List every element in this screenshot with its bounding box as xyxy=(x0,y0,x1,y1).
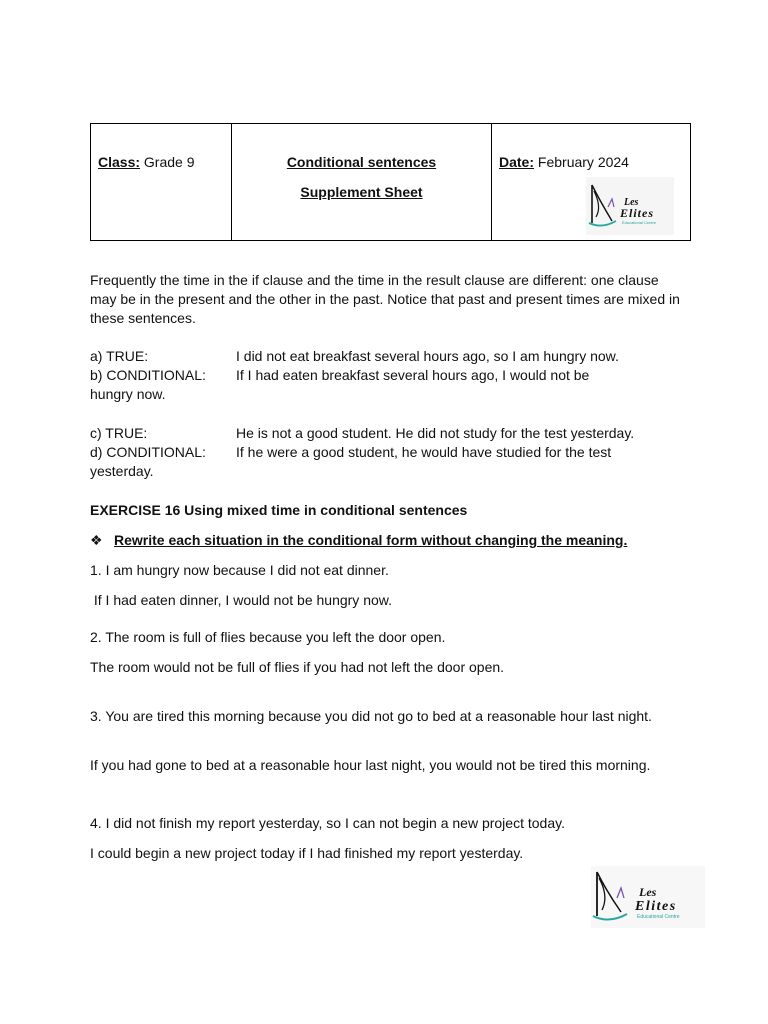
answer-1: If I had eaten dinner, I would not be hungry now. xyxy=(90,592,392,608)
example-continuation: yesterday. xyxy=(90,463,154,479)
example-continuation: hungry now. xyxy=(90,386,166,402)
example-text: He is not a good student. He did not study for the test yesterday. xyxy=(236,425,635,441)
example-text: If he were a good student, he would have studied for the test xyxy=(236,444,612,460)
question-3: 3. You are tired this morning because you did not go to bed at a reasonable hour last night. xyxy=(90,708,652,724)
example-label: a) TRUE: xyxy=(90,348,149,364)
example-row xyxy=(90,366,690,385)
svg-text:Educational Centre: Educational Centre xyxy=(622,220,657,225)
sailboat-logo-icon xyxy=(591,866,705,928)
sailboat-logo-icon xyxy=(586,177,674,235)
diamond-bullet-icon: ❖ xyxy=(90,532,103,548)
title-cell xyxy=(232,124,492,240)
les-elites-logo xyxy=(586,177,674,235)
example-label: b) CONDITIONAL: xyxy=(90,367,206,383)
exercise-instruction xyxy=(90,532,627,549)
exercise-title: EXERCISE 16 Using mixed time in conditional sentences xyxy=(90,502,468,518)
question-1: 1. I am hungry now because I did not eat dinner. xyxy=(90,562,389,578)
svg-text:Les: Les xyxy=(639,885,657,899)
question-4: 4. I did not finish my report yesterday, so I can not begin a new project today. xyxy=(90,815,565,831)
example-text: I did not eat breakfast several hours ago, so I am hungry now. xyxy=(236,348,619,364)
example-text: If I had eaten breakfast several hours ago, I would not be xyxy=(236,367,590,383)
svg-text:Les: Les xyxy=(624,197,639,208)
class-label: Class: xyxy=(98,154,141,170)
example-label: c) TRUE: xyxy=(90,425,148,441)
svg-text:Elites: Elites xyxy=(635,899,677,914)
intro-paragraph: Frequently the time in the if clause and the time in the result clause are different: one clause may be in the present and the other in the past. Notice that past and present times are mixed in these sentences. xyxy=(90,272,680,326)
date-label: Date: xyxy=(499,154,535,170)
class-value: Grade 9 xyxy=(143,154,195,170)
example-row xyxy=(90,424,690,443)
svg-text:Educational Centre: Educational Centre xyxy=(637,914,680,920)
example-label: d) CONDITIONAL: xyxy=(90,444,206,460)
example-row xyxy=(90,443,690,462)
les-elites-logo-footer xyxy=(591,866,705,928)
example-row xyxy=(90,347,690,366)
document-title: Conditional sentences xyxy=(286,154,437,170)
class-cell xyxy=(91,124,232,240)
answer-2: The room would not be full of flies if you had not left the door open. xyxy=(90,659,505,675)
instruction-text: Rewrite each situation in the conditional form without changing the meaning. xyxy=(114,532,628,548)
date-value: February 2024 xyxy=(537,154,629,170)
svg-text:Elites: Elites xyxy=(620,206,655,220)
question-2: 2. The room is full of flies because you left the door open. xyxy=(90,629,446,645)
document-subtitle: Supplement Sheet xyxy=(300,184,423,200)
answer-3: If you had gone to bed at a reasonable hour last night, you would not be tired this morning. xyxy=(90,757,651,773)
answer-4: I could begin a new project today if I had finished my report yesterday. xyxy=(90,845,524,861)
